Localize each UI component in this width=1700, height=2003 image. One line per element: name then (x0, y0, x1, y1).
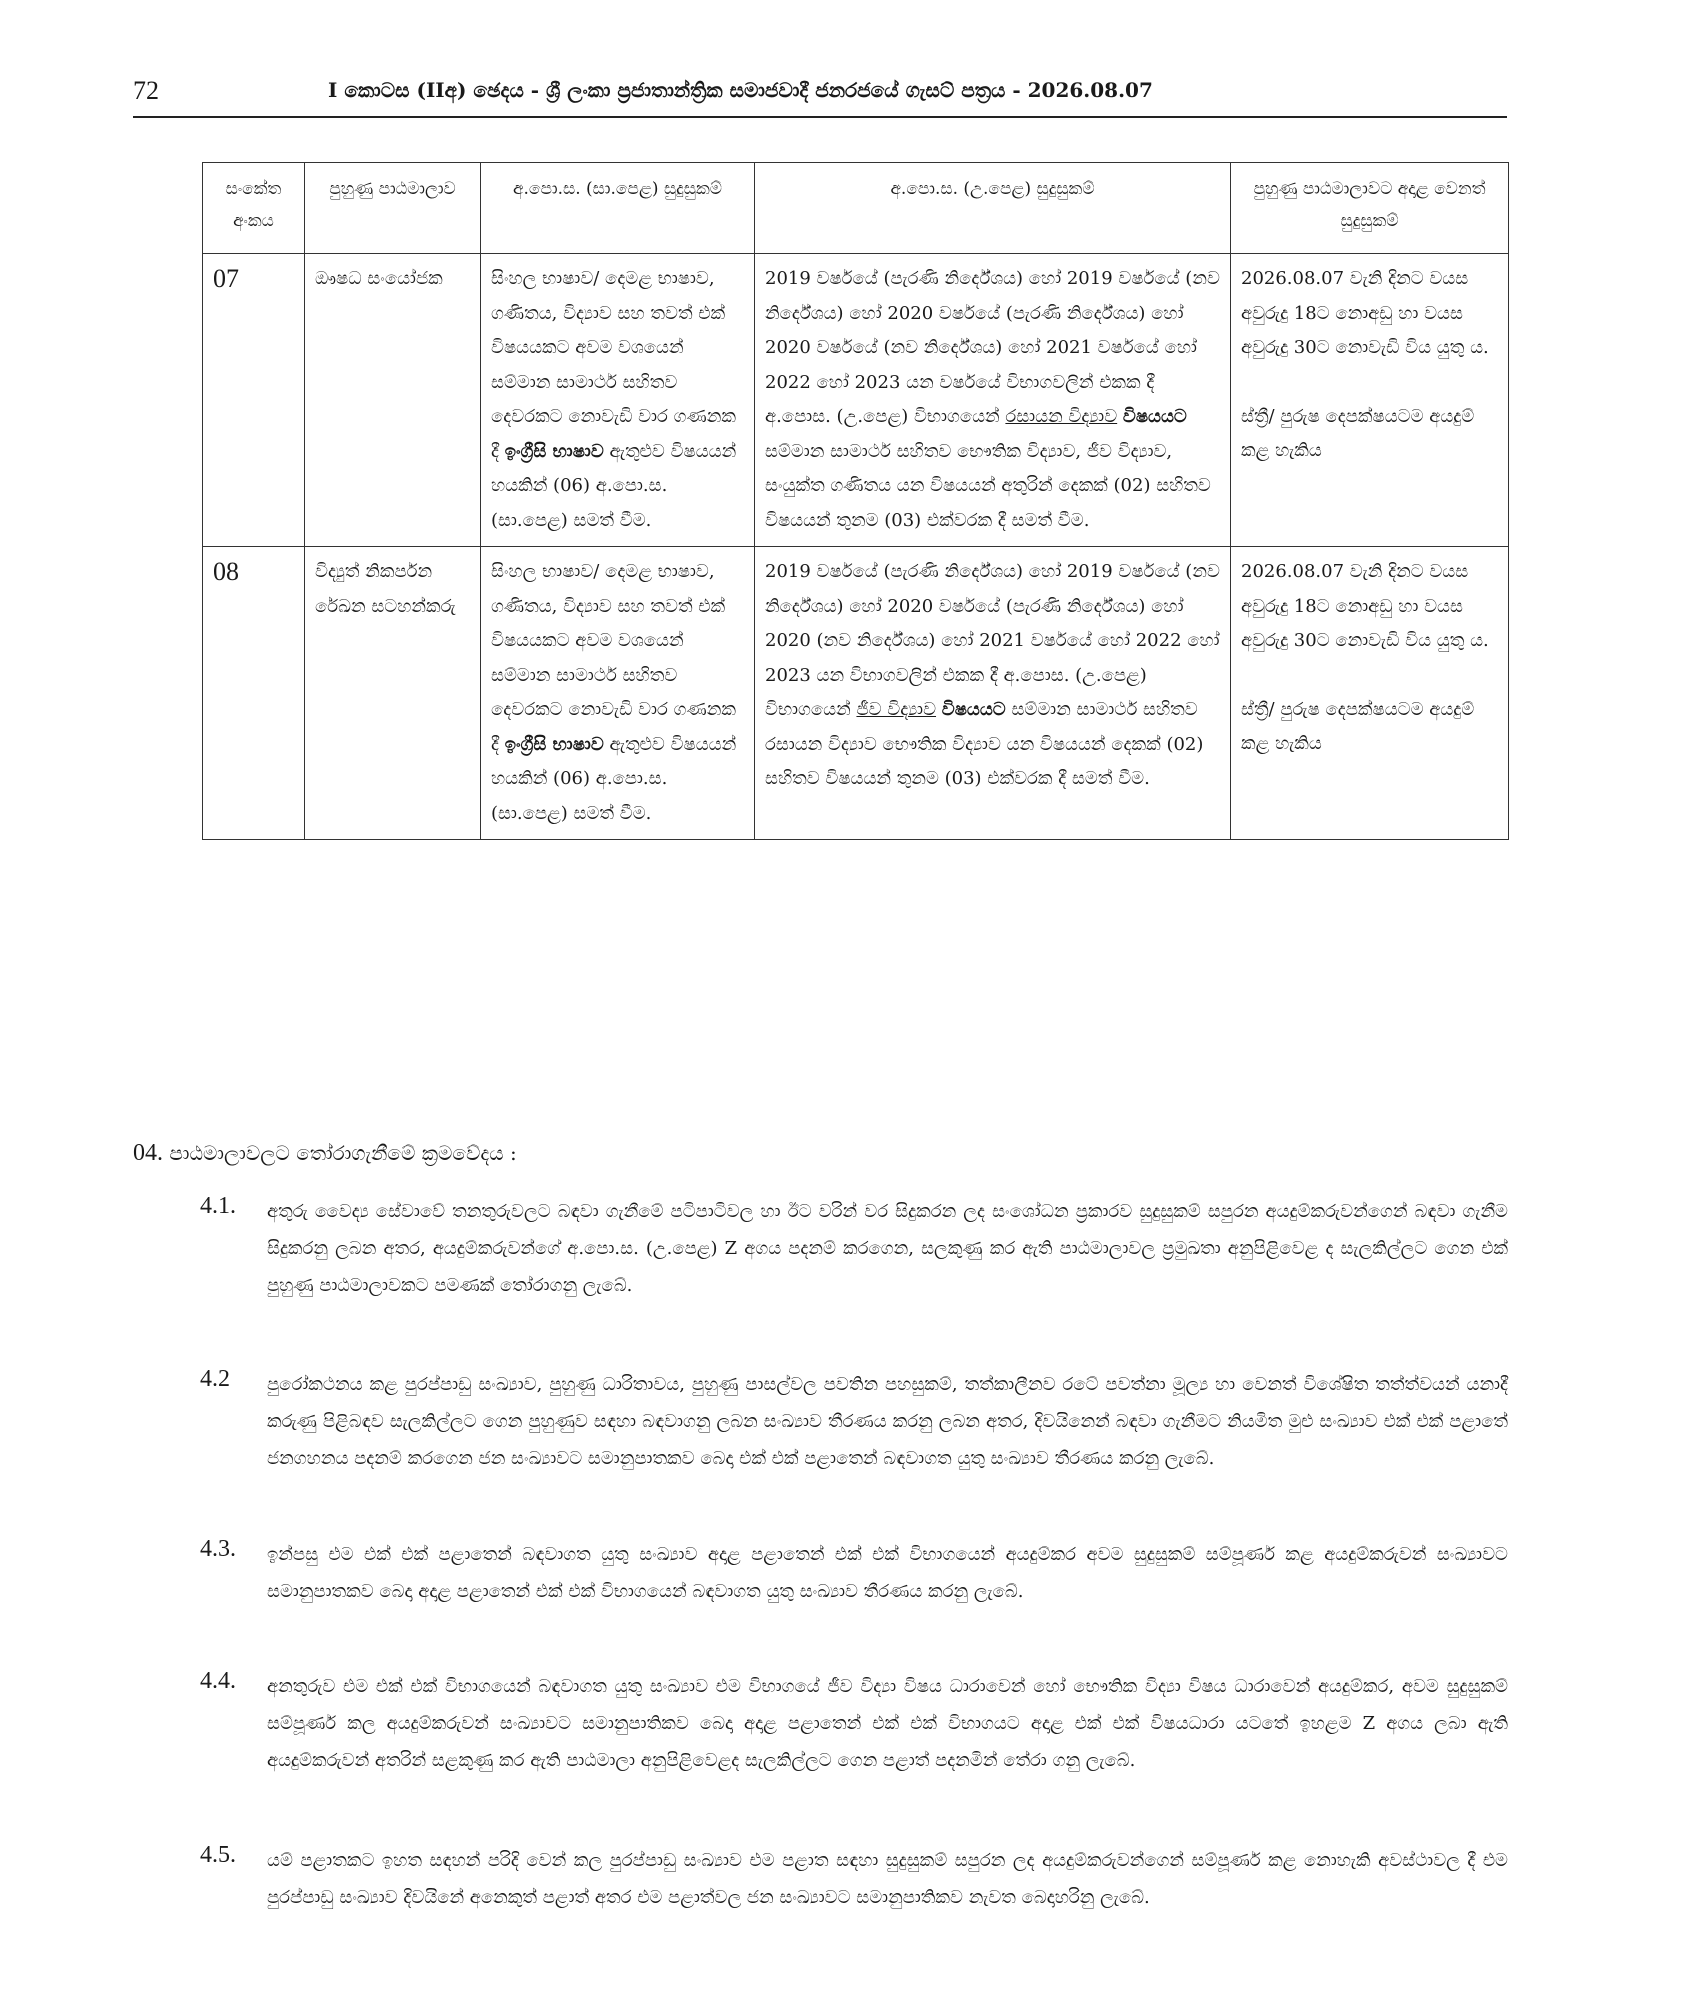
table-row (203, 254, 1509, 547)
section-number: 04. (133, 1140, 163, 1166)
course-code: 07 (203, 254, 305, 547)
gazette-title: I කොටස (IIඅ) ඡෙදය - ශ්‍රී ලංකා ප්‍රජාතාන්ත්‍රික සමාජවාදී ජනරජයේ ගැසට් පත්‍රය - 2026.08.07 (328, 78, 1153, 102)
header-other-qualifications: පුහුණු පාඨමාලාවට අදාළ වෙනත් සුදුසුකම් (1231, 163, 1509, 254)
course-code: 08 (203, 547, 305, 840)
course-name: විද්‍යුත් නිකර්පන රේඛන සටහන්කරු (305, 547, 481, 840)
paragraph (200, 1842, 1508, 1916)
paragraph-number: 4.2 (200, 1366, 230, 1392)
al-qualification: 2019 වර්ෂයේ (පැරණි නිර්දේශය) හෝ 2019 වර්ෂයේ (නව නිර්දේශය) හෝ 2020 වර්ෂයේ (පැරණි නිර්දේශය) හෝ 2020 වර්ෂයේ (නව නිර්දේශය) හෝ 2021 වර්ෂයේ හෝ 2022 හෝ 2023 යන වර්ෂයේ විභාගවලින් එකක දී අ.පොස. (උ.පෙළ) විභාගයෙන් රසායන විද්‍යාව විෂයයට සම්මාන සාමාර්ථ සහිතව භෞතික විද්‍යාව, ජීව විද්‍යාව, සංයුක්ත ගණිතය යන විෂයයන් අතුරින් දෙකක් (02) සහිතව විෂයයන් තුනම (03) එක්වරක දී සමත් වීම. (755, 254, 1231, 547)
other-qualification (1231, 547, 1509, 840)
paragraph-number: 4.1. (200, 1193, 236, 1219)
section-heading (133, 1140, 517, 1167)
gender-eligibility: ස්ත්‍රී/ පුරුෂ දෙපක්ෂයටම අයදුම් කළ හැකිය (1241, 405, 1475, 461)
paragraph-number: 4.5. (200, 1842, 236, 1868)
header-al-qualifications: අ.පො.ස. (උ.පෙළ) සුදුසුකම් (755, 163, 1231, 254)
ol-qualification: සිංහල භාෂාව/ දෙමළ භාෂාව, ගණිතය, විද්‍යාව සහ තවත් එක් විෂයයකට අවම වශයෙන් සම්මාන සාමාර්ථ සහිතව දෙවරකට නොවැඩි වාර ගණනක දී ඉංග්‍රීසි භාෂාව ඇතුළුව විෂයයන් හයකින් (06) අ.පො.ස. (සා.පෙළ) සමත් වීම. (481, 547, 755, 840)
paragraph (200, 1668, 1508, 1779)
course-name: ඖෂධ සංයෝජක (305, 254, 481, 547)
paragraph-number: 4.4. (200, 1668, 236, 1694)
course-requirements-table (202, 162, 1509, 840)
header-course: පුහුණු පාඨමාලාව (305, 163, 481, 254)
al-qualification: 2019 වර්ෂයේ (පැරණි නිර්දේශය) හෝ 2019 වර්ෂයේ (නව නිර්දේශය) හෝ 2020 වර්ෂයේ (පැරණි නිර්දේශය) හෝ 2020 (නව නිර්දේශය) හෝ 2021 වර්ෂයේ හෝ 2022 හෝ 2023 යන විභාගවලින් එකක දී අ.පොස. (උ.පෙළ) විභාගයෙන් ජීව විද්‍යාව විෂයයට සම්මාන සාමාර්ථ සහිතව රසායන විද්‍යාව භෞතික විද්‍යාව යන විෂයයන් දෙකක් (02) සහිතව විෂයයන් තුනම (03) එක්වරක දී සමත් වීම. (755, 547, 1231, 840)
page-header (133, 72, 1507, 118)
paragraph-text: ඉන්පසු එම එක් එක් පළාතෙන් බඳවාගත යුතු සංඛ්‍යාව අදාළ පළාතෙන් එක් එක් විභාගයෙන් අයදුම්කර අවම සුදුසුකම් සම්පූර්ණ කළ අයදුම්කරුවන් සංඛ්‍යාවට සමානුපාතකව බෙදා අදාළ පළාතෙන් එක් එක් විභාගයෙන් බඳවාගත යුතු සංඛ්‍යාව තීරණය කරනු ලැබේ. (267, 1544, 1508, 1602)
gender-eligibility: ස්ත්‍රී/ පුරුෂ දෙපක්ෂයටම අයදුම් කළ හැකිය (1241, 698, 1475, 754)
age-requirement: 2026.08.07 වැනි දිනට වයස අවුරුදු 18ට නොඅඩු හා වයස අවුරුදු 30ට නොවැඩි විය යුතු ය. (1241, 268, 1489, 358)
paragraph-text: යම් පළාතකට ඉහත සඳහන් පරිදි වෙන් කල පුරප්පාඩු සංඛ්‍යාව එම පළාත සඳහා සුදුසුකම් සපුරන ලද අයදුම්කරුවන්ගෙන් සම්පූර්ණ කළ නොහැකි අවස්ථාවල දී එම පුරප්පාඩු සංඛ්‍යාව දිවයිනේ අනෙකුත් පළාත් අතර එම පළාත්වල ජන සංඛ්‍යාවට සමානුපාතිකව නැවත බෙදාහරිනු ලැබේ. (267, 1850, 1508, 1908)
paragraph (200, 1366, 1508, 1477)
age-requirement: 2026.08.07 වැනි දිනට වයස අවුරුදු 18ට නොඅඩු හා වයස අවුරුදු 30ට නොවැඩි විය යුතු ය. (1241, 561, 1489, 651)
header-ol-qualifications: අ.පො.ස. (සා.පෙළ) සුදුසුකම් (481, 163, 755, 254)
paragraph-text: අනතුරුව එම එක් එක් විභාගයෙන් බඳවාගත යුතු සංඛ්‍යාව එම විභාගයේ ජීව විද්‍යා විෂය ධාරාවෙන් හෝ භෞතික විද්‍යා විෂය ධාරාවෙන් අයදුම්කර, අවම සුදුසුකම් සම්පූර්ණ කල අයදුම්කරුවන් සංඛ්‍යාවට සමානුපාතිකව බෙදා අදාළ පළාතෙන් එක් එක් විභාගයට අදාළ එක් එක් විෂයධාරා යටතේ ඉහළම Z අගය ලබා ඇති අයදුම්කරුවන් අතරින් සළකුණු කර ඇති පාඨමාලා අනුපිළිවෙළද සැලකිල්ලට ගෙන පළාත් පදනමින් තේරා ගනු ලැබේ. (267, 1676, 1508, 1771)
paragraph-text: පුරෝකථනය කළ පුරප්පාඩු සංඛ්‍යාව, පුහුණු ධාරිතාවය, පුහුණු පාසල්වල පවතින පහසුකම්, තත්කාලීනව රටේ පවත්නා මූල්‍ය හා වෙනත් විශේෂිත තත්ත්වයන් යනාදී කරුණු පිළිබඳව සැලකිල්ලට ගෙන පුහුණුව සඳහා බඳවාගනු ලබන සංඛ්‍යාව තීරණය කරනු ලබන අතර, දිවයිනෙන් බඳවා ගැනීමට නියමිත මුළු සංඛ්‍යාව එක් එක් පළාතේ ජනගහනය පදනම් කරගෙන ජන සංඛ්‍යාවට සමානුපාතකව බෙදා එක් එක් පළාතෙන් බඳවාගත යුතු සංඛ්‍යාව තීරණය කරනු ලැබේ. (267, 1374, 1508, 1469)
other-qualification (1231, 254, 1509, 547)
header-code: සංකේත අංකය (203, 163, 305, 254)
paragraph (200, 1536, 1508, 1610)
ol-qualification: සිංහල භාෂාව/ දෙමළ භාෂාව, ගණිතය, විද්‍යාව සහ තවත් එක් විෂයයකට අවම වශයෙන් සම්මාන සාමාර්ථ සහිතව දෙවරකට නොවැඩි වාර ගණනක දී ඉංග්‍රීසි භාෂාව ඇතුළුව විෂයයන් හයකින් (06) අ.පො.ස. (සා.පෙළ) සමත් වීම. (481, 254, 755, 547)
table-header-row (203, 163, 1509, 254)
table-row (203, 547, 1509, 840)
section-title: පාඨමාලාවලට තෝරාගැනීමේ ක්‍රමවේදය : (169, 1141, 517, 1165)
paragraph (200, 1193, 1508, 1304)
paragraph-number: 4.3. (200, 1536, 236, 1562)
page-number: 72 (133, 76, 159, 105)
paragraph-text: අතුරු වෛද්‍ය සේවාවේ තනතුරුවලට බඳවා ගැනීමේ පටිපාටිවල හා ඊට වරින් වර සිදුකරන ලද සංශෝධන ප්‍රකාරව සුදුසුකම් සපුරන අයදුම්කරුවන්ගෙන් බඳවා ගැනීම සිදුකරනු ලබන අතර, අයදුම්කරුවන්ගේ අ.පො.ස. (උ.පෙළ) Z අගය පදනම් කරගෙන, සලකුණු කර ඇති පාඨමාලාවල ප්‍රමුඛතා අනුපිළිවෙළ ද සැලකිල්ලට ගෙන එක් පුහුණු පාඨමාලාවකට පමණක් තෝරාගනු ලැබේ. (267, 1201, 1508, 1296)
